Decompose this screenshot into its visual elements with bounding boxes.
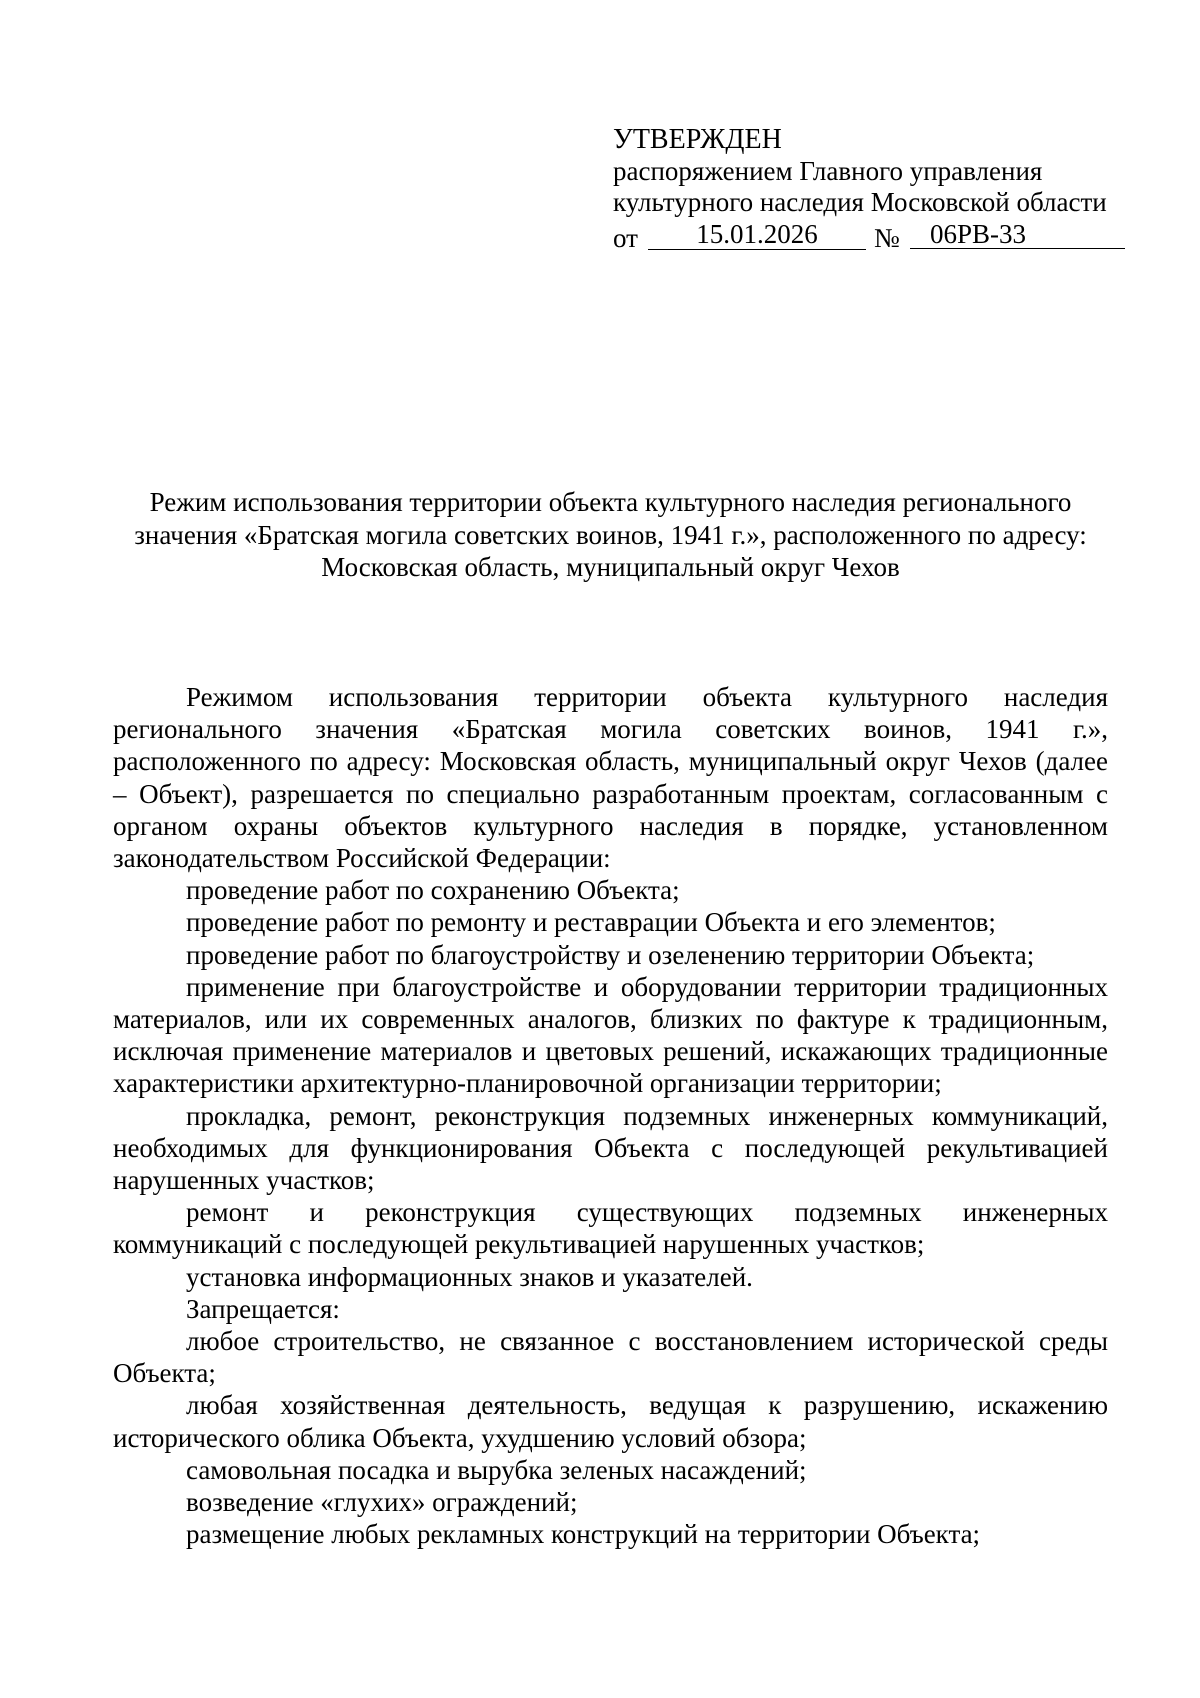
- permitted-item-5: прокладка, ремонт, реконструкция подземных инженерных коммуникаций, необходимых для функционирования Объекта с последующей рекультивацией нарушенных участков;: [113, 1100, 1108, 1196]
- prohibited-item-4: возведение «глухих» ограждений;: [186, 1487, 578, 1518]
- prohibited-item-2: любая хозяйственная деятельность, ведущая к разрушению, искажению исторического облика Объекта, ухудшению условий обзора;: [113, 1390, 1108, 1453]
- prohibited-item-3: самовольная посадка и вырубка зеленых насаждений;: [186, 1454, 807, 1485]
- approval-line-2: культурного наследия Московской области: [613, 187, 1107, 217]
- permitted-item-3: проведение работ по благоустройству и озеленению территории Объекта;: [186, 939, 1035, 970]
- permitted-item-4: применение при благоустройстве и оборудовании территории традиционных материалов, или их современных аналогов, близких по фактуре к традиционным, исключая применение материалов и цветовых решений, искажающих традиционные характеристики архитектурно-планировочной организации территории;: [113, 971, 1108, 1099]
- permitted-item-1: проведение работ по сохранению Объекта;: [186, 875, 680, 906]
- intro-paragraph: Режимом использования территории объекта культурного наследия регионального значения «Братская могила советских воинов, 1941 г.», расположенного по адресу: Московская область, муниципальный округ Чехов (далее – Объект), разрешается по специально разработанным проектам, согласованным с органом охраны объектов культурного наследия в порядке, установленном законодательством Российской Федерации:: [113, 682, 1108, 874]
- prohibited-item-1: любое строительство, не связанное с восстановлением исторической среды Объекта;: [113, 1326, 1108, 1389]
- permitted-item-6: ремонт и реконструкция существующих подземных инженерных коммуникаций с последующей рекультивацией нарушенных участков;: [113, 1197, 1108, 1260]
- document-title: [113, 486, 1108, 584]
- approval-date-line: [613, 219, 1107, 253]
- approval-line-1: распоряжением Главного управления: [613, 155, 1043, 186]
- permitted-item-7: установка информационных знаков и указателей.: [186, 1261, 753, 1292]
- prohibited-item-5: размещение любых рекламных конструкций на территории Объекта;: [186, 1519, 981, 1550]
- number-label: №: [874, 222, 900, 253]
- title-line-2: значения «Братская могила советских воинов, 1941 г.», расположенного по адресу:: [134, 519, 1087, 550]
- document-body: [113, 681, 1108, 1550]
- permitted-item-2: проведение работ по ремонту и реставрации Объекта и его элементов;: [186, 907, 996, 938]
- title-line-1: Режим использования территории объекта культурного наследия регионального: [149, 487, 1072, 517]
- approval-block: [613, 124, 1107, 253]
- approval-status: УТВЕРЖДЕН: [613, 124, 782, 155]
- title-line-3: Московская область, муниципальный округ Чехов: [321, 552, 900, 582]
- prohibited-heading: Запрещается:: [186, 1293, 340, 1324]
- approval-number: 06РВ-33: [910, 219, 1125, 249]
- approval-date: 15.01.2026: [648, 219, 866, 250]
- from-label: от: [613, 222, 638, 253]
